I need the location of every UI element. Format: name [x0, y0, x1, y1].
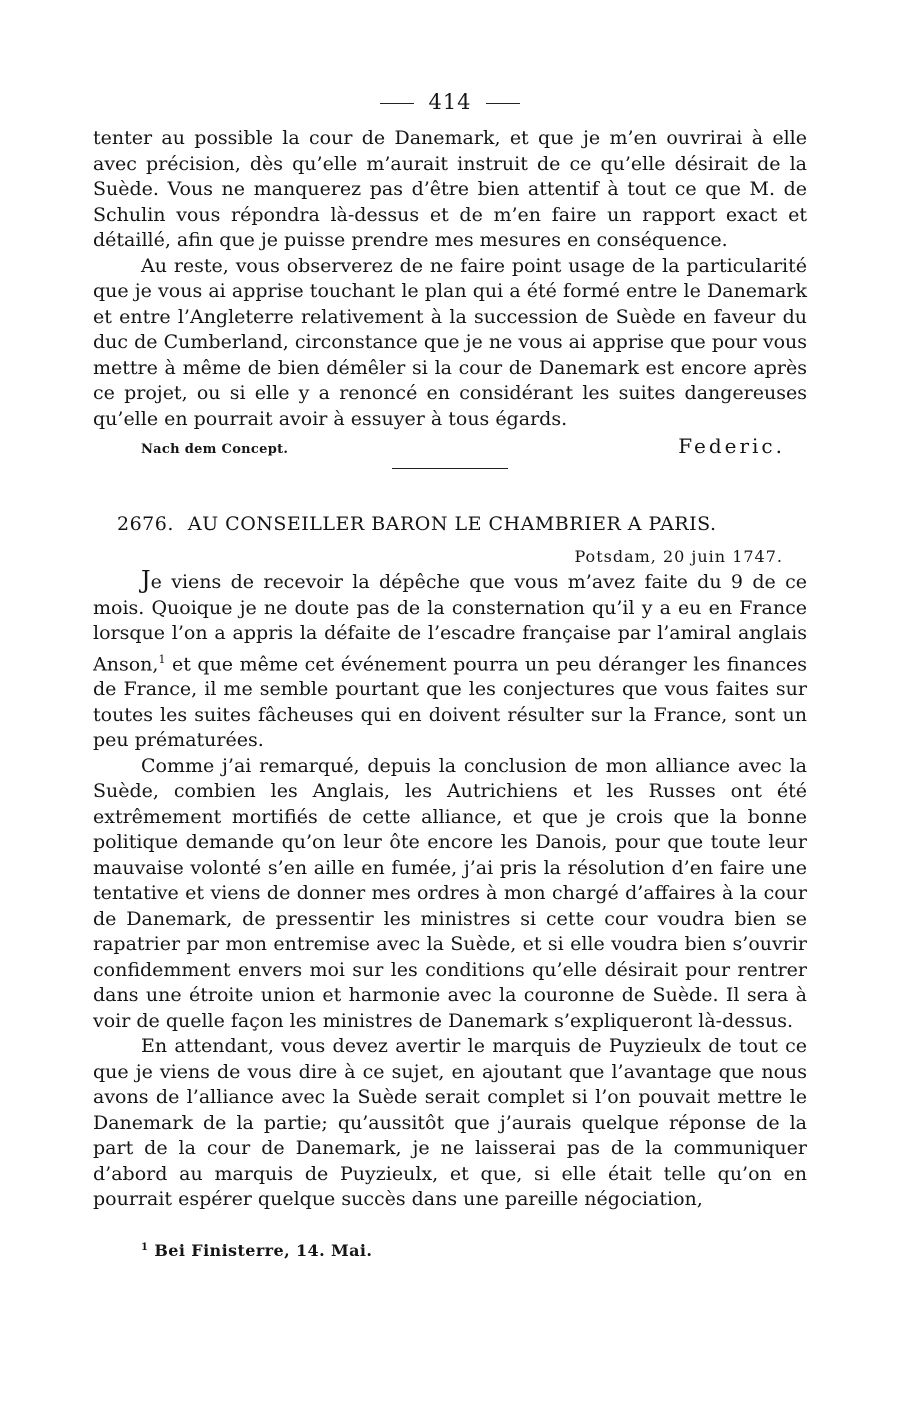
dateline-date: 20 juin 1747. [662, 547, 783, 566]
letter-paragraph-1 [93, 566, 807, 754]
page-number-dash-left [380, 103, 414, 104]
footnote [141, 1241, 807, 1260]
page-number-dash-right [486, 103, 520, 104]
letter-paragraph-2: Comme j’ai remarqué, depuis la conclusion de mon alliance avec la Suède, combien les Anglais, les Autrichiens et les Russes ont été extrêmement mortifiés de cette alliance, et que je crois que la bonne politique demande qu’on leur ôte encore les Danois, pour que toute leur mauvaise volonté s’en aille en fumée, j’ai pris la résolution d’en faire une tentative et viens de donner mes ordres à mon chargé d’affaires à la cour de Danemark, de pressentir les ministres si cette cour voudra bien se rapatrier par mon entremise avec la Suède, et si elle voudra bien s’ouvrir confidemment envers moi sur les conditions qu’elle désirait pour rentrer dans une étroite union et harmonie avec la couronne de Suède. Il sera à voir de quelle façon les ministres de Danemark s’expliqueront là-dessus. [93, 754, 807, 1032]
letter-paragraph-1-part-b: et que même cet événement pourra un peu déranger les finances de France, il me semble pourtant que les conjectures que vous faites sur toutes les suites fâcheuses qui en doivent résulter sur la France, sont un peu prématurées. [93, 652, 807, 752]
page-number [93, 88, 807, 116]
drop-cap: J [141, 566, 151, 594]
footnote-text: Bei Finisterre, 14. Mai. [154, 1240, 373, 1260]
continuation-paragraph-1: tenter au possible la cour de Danemark, et que je m’en ouvrirai à elle avec précision, dès qu’elle m’aurait instruit de ce qu’elle désirait de la Suède. Vous ne manquerez pas d’être bien attentif à tout ce que M. de Schulin vous répondra là-dessus et de m’en faire un rapport exact et détaillé, afin que je puisse prendre mes mesures en conséquence. [93, 127, 807, 251]
page-number-text: 414 [428, 90, 472, 114]
dateline [93, 547, 783, 566]
footnote-reference: 1 [158, 652, 166, 666]
source-note: Nach dem Concept. [141, 442, 289, 457]
letter-paragraph-1-part-a: e viens de recevoir la dépêche que vous m’avez faite du 9 de ce mois. Quoique je ne doute pas de la consternation qu’il y a eu en France lorsque l’on a appris la défaite de l’escadre française par l’amiral anglais Anson, [93, 571, 807, 675]
letter-paragraph-3: En attendant, vous devez avertir le marquis de Puyzieulx de tout ce que je viens de vous dire à ce sujet, en ajoutant que l’avantage que nous avons de l’alliance avec la Suède serait complet si l’on pouvait mettre le Danemark de la partie; qu’aussitôt que j’aurais quelque réponse de la part de la cour de Danemark, je ne laisserai pas de la communiquer d’abord au marquis de Puyzieulx, et que, si elle était telle qu’on en pourrait espérer quelque succès dans une pareille négociation, [93, 1035, 807, 1211]
document-page [93, 88, 807, 1260]
letter-title: AU CONSEILLER BARON LE CHAMBRIER A PARIS. [187, 513, 717, 535]
letter-heading [117, 513, 807, 535]
continuation-paragraph-2: Au reste, vous observerez de ne faire point usage de la particularité que je vous ai apprise touchant le plan qui a été formé entre le Danemark et entre l’Angleterre relativement à la succession de Suède en faveur du duc de Cumberland, circonstance que je ne vous ai apprise que pour vous mettre à même de bien démêler si la cour de Danemark est encore après ce projet, ou si elle y a renoncé en considérant les suites dangereuses qu’elle en pourrait avoir à essuyer à tous égards. [93, 254, 807, 430]
dateline-place: Potsdam, [574, 547, 657, 566]
section-divider [392, 468, 508, 469]
footnote-mark: 1 [141, 1241, 149, 1253]
signature-row [93, 434, 807, 460]
letter-number: 2676. [117, 513, 174, 535]
signature: Federic. [678, 434, 785, 458]
